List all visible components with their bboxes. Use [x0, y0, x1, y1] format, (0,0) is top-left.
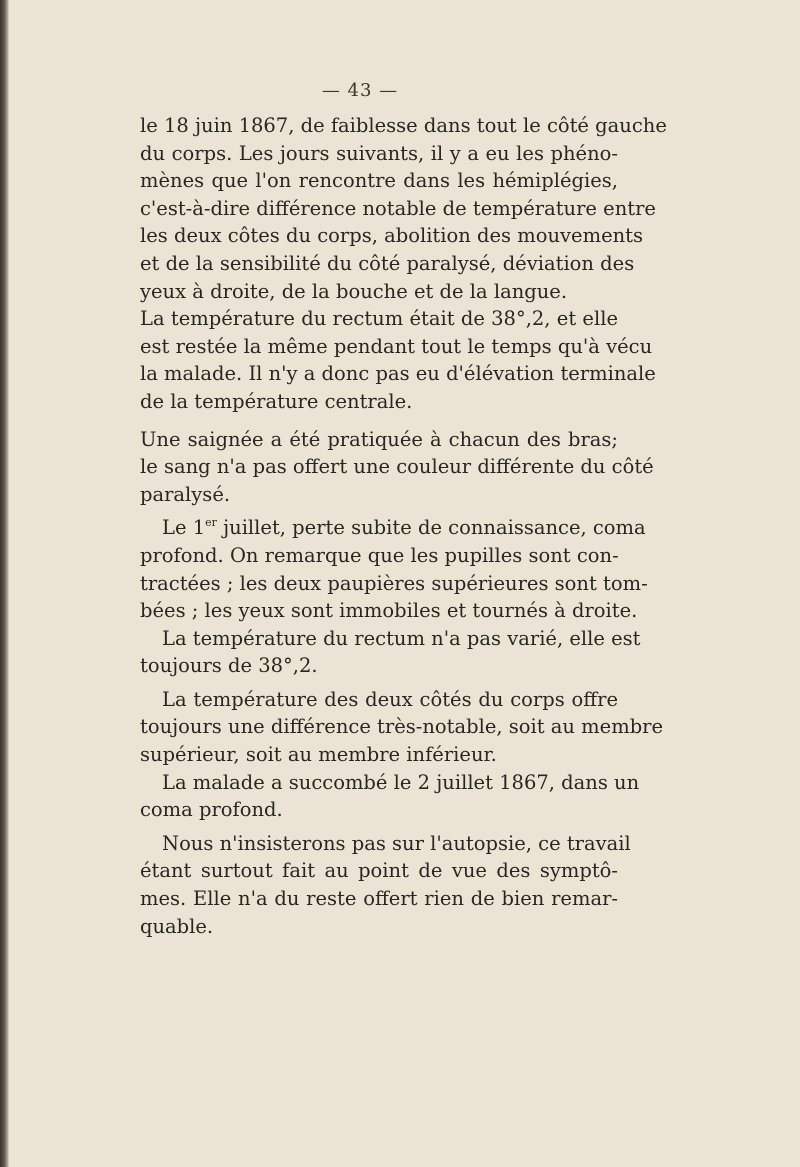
- paragraph-7: [140, 769, 640, 824]
- text-line: mes. Elle n'a du reste offert rien de bien remar-: [140, 887, 618, 911]
- text-line: supérieur, soit au membre inférieur.: [140, 743, 497, 767]
- text-line: de la température centrale.: [140, 389, 413, 413]
- text-line: les deux côtes du corps, abolition des mouvements: [140, 224, 644, 248]
- text-line: La malade a succombé le 2 juillet 1867, dans un: [162, 770, 640, 794]
- page-number: — 43 —: [321, 80, 399, 101]
- text-line: bées ; les yeux sont immobiles et tournés à droite.: [140, 599, 638, 623]
- text-line: étant surtout fait au point de vue des symptô-: [140, 859, 618, 883]
- paragraph-8: [140, 830, 631, 940]
- text-line: yeux à droite, de la bouche et de la langue.: [140, 279, 568, 303]
- text-line: toujours une différence très-notable, soit au membre: [140, 715, 664, 739]
- text-line: Nous n'insisterons pas sur l'autopsie, ce travail: [162, 831, 631, 855]
- text-line: paralysé.: [140, 482, 231, 506]
- text-line: c'est-à-dire différence notable de température entre: [140, 196, 656, 220]
- text-line: et de la sensibilité du côté paralysé, déviation des: [140, 251, 635, 275]
- paragraph-1: [140, 112, 667, 305]
- paragraph-4: [140, 514, 648, 624]
- superscript: er: [205, 516, 217, 530]
- text-line: coma profond.: [140, 798, 283, 822]
- text-line: quable.: [140, 914, 214, 938]
- paragraph-3: [140, 426, 654, 509]
- text-line: profond. On remarque que les pupilles sont con-: [140, 543, 619, 567]
- text-line: tractées ; les deux paupières supérieures sont tom-: [140, 571, 648, 595]
- text-line: le 18 juin 1867, de faiblesse dans tout le côté gauche: [140, 114, 667, 137]
- text-fragment: juillet, perte subite de connaissance, coma: [216, 516, 646, 540]
- text-line: Une saignée a été pratiquée à chacun des bras;: [140, 427, 618, 451]
- text-line: mènes que l'on rencontre dans les hémiplégies,: [140, 169, 618, 193]
- text-line: du corps. Les jours suivants, il y a eu les phéno-: [140, 141, 618, 165]
- text-line: le sang n'a pas offert une couleur différente du côté: [140, 455, 654, 479]
- paragraph-6: [140, 686, 664, 769]
- text-line: est restée la même pendant tout le temps qu'à vécu: [140, 334, 653, 358]
- text-fragment: Le 1: [162, 516, 206, 540]
- text-line: La température du rectum était de 38°,2, et elle: [140, 307, 618, 331]
- text-line: [140, 514, 646, 542]
- text-line: La température du rectum n'a pas varié, elle est: [162, 626, 641, 650]
- text-line: La température des deux côtés du corps offre: [162, 687, 618, 711]
- paragraph-5: [140, 625, 641, 680]
- text-line: toujours de 38°,2.: [140, 654, 318, 678]
- paragraph-2: [140, 305, 656, 415]
- text-line: la malade. Il n'y a donc pas eu d'élévation terminale: [140, 362, 656, 386]
- body-text: [140, 112, 667, 940]
